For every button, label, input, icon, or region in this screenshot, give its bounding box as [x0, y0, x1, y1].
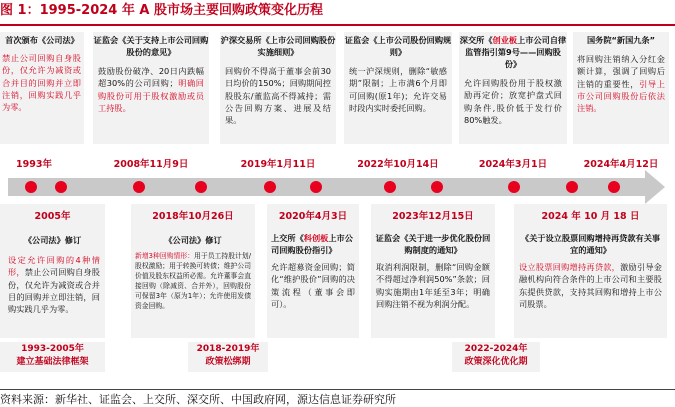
event-title: 证监会《关于支持上市公司回购股份的意见》: [93, 35, 209, 57]
event-title-text: 上市公司自律监管指引第9号——回购股份》: [465, 35, 567, 69]
timeline-marker: [25, 181, 37, 193]
timeline-marker: [264, 181, 276, 193]
phase-label-foundation: [0, 342, 105, 372]
event-body: [131, 251, 255, 311]
event-highlight: 禁止公司回购自身股份，仅允许为减资或合并目的回购并立即注销，回购实践几乎为零。: [2, 53, 81, 113]
event-body: 允许超募资金回购；简化“维护股价”回购的决策流程（董事会即可）。: [271, 262, 355, 309]
footer-divider: [0, 389, 675, 390]
event-title-text: 上市公司回购股份指引》: [271, 233, 353, 255]
event-text: 激励引导金融机构向符合条件的上市公司和主要股东提供贷款，支持其回购和增持上市公司股票。: [519, 262, 662, 309]
timeline-marker: [195, 181, 207, 193]
event-title: 沪深交易所《上市公司回购股份实施细则》: [220, 35, 336, 57]
event-card-2022: [344, 32, 452, 144]
event-card-2018: [131, 204, 255, 338]
event-date: 2024 年 10 月 18 日: [541, 211, 640, 222]
event-body: 取消利润限制，删除“回购金额不得超过净利润50%”条款；回购实施期由1年延至3年；明确回购注销不视为利润分配。: [376, 262, 490, 309]
source-note: 资料来源：新华社、证监会、上交所、深交所、中国政府网，源达信息证券研究所: [0, 393, 396, 406]
event-date: 2005年: [34, 211, 71, 222]
event-card-2019: [220, 32, 336, 144]
figure-title: 图 1：1995-2024 年 A 股市场主要回购政策变化历程: [0, 3, 323, 18]
phase-years: 2018-2019年: [196, 344, 260, 354]
event-card-1993: [0, 32, 84, 144]
event-date: 2018年10月26日: [152, 211, 234, 222]
event-body: [0, 52, 84, 113]
event-body: [514, 261, 667, 310]
event-body: 允许回购股份用于股权激励再定价；放宽护盘式回购条件,股价低于发行价80%触发。: [464, 78, 562, 125]
timeline-marker: [431, 181, 443, 193]
event-title: 首次颁布《公司法》: [5, 35, 79, 45]
event-body: 统一沪深规则，删除“敏感期”限制；上市满6个月即可回购(原1年)；允许交易时段内实时委托回购。: [349, 66, 447, 113]
event-date: 2020年4月3日: [278, 211, 348, 222]
event-text: 禁止公司回购自身股份，仅允许为减资或合并目的回购并立即注销，回购实践几乎为零。: [8, 267, 100, 315]
event-body: [573, 53, 669, 114]
event-date: 2019年1月11日: [240, 159, 316, 170]
event-text: 用于员工持股计划/股权激励；用于转换可转债；维护公司价值及股东权益所必需。允许董事会直接回购（除减资、合并外），回购股份可保留3年（原为1年）；允许使用发债资金回购。: [135, 252, 251, 310]
event-highlight: 设定允许回购的4种情形，: [8, 255, 100, 278]
event-title: [267, 232, 359, 256]
timeline-arrow: [8, 178, 648, 196]
timeline-marker: [566, 181, 578, 193]
timeline-arrowhead: [645, 170, 665, 204]
phase-years: 1993-2005年: [21, 344, 84, 354]
event-card-2024-04: [573, 32, 669, 144]
phase-years: 2022-2024年: [464, 344, 528, 354]
event-text: 鼓励股份破净、20日内跌幅超30%的公司回购；: [98, 66, 204, 89]
event-date: 1993年: [16, 159, 52, 170]
event-body: [0, 254, 105, 315]
event-date: 2008年11月9日: [113, 159, 189, 170]
event-highlight: 设立股票回购增持再贷款，: [519, 262, 621, 272]
timeline-marker: [608, 181, 620, 193]
timeline-marker: [384, 181, 396, 193]
event-date: 2022年10月14日: [357, 159, 439, 170]
event-title-highlight: 创业板: [492, 35, 518, 45]
event-card-2008: [93, 32, 209, 144]
event-highlight: 明确回购股份可用于股权激励或员工持股。: [98, 78, 204, 113]
event-body: 回购价不得高于董事会前30日均价的150%；回购期间控股股东/董监高不得减持；需公告回购方案、进展及结果。: [225, 66, 331, 126]
event-title: [459, 34, 567, 70]
event-date: 2024年4月12日: [583, 159, 659, 170]
phase-label-relaxation: [188, 342, 268, 372]
event-body: [93, 65, 209, 114]
event-title: 《公司法》修订: [164, 235, 222, 245]
event-title-highlight: 科创板: [303, 233, 329, 243]
event-title: 国务院“新国九条”: [586, 35, 656, 45]
timeline-marker: [310, 181, 322, 193]
phase-name: 政策松绑期: [205, 357, 251, 367]
event-card-2020: [267, 204, 359, 338]
event-title: 《关于设立股票回购增持再贷款有关事宜的通知》: [520, 233, 661, 255]
event-title: 证监会《上市公司股份回购规则》: [344, 35, 452, 57]
event-title-text: 深交所《: [459, 35, 493, 45]
timeline-marker: [55, 181, 67, 193]
event-date: 2023年12月15日: [392, 211, 474, 222]
timeline-marker: [508, 181, 520, 193]
event-text: 将回购注销纳入分红金额计算，强调了回购后注销的重要性，: [577, 54, 665, 89]
event-card-2005: [0, 204, 105, 338]
event-title: 《公司法》修订: [23, 235, 82, 245]
event-title: 证监会《关于进一步优化股份回购制度的通知》: [375, 233, 491, 255]
event-card-2024-03: [459, 32, 567, 144]
event-title-text: 上交所《: [271, 233, 304, 243]
title-divider: [0, 24, 675, 26]
phase-name: 政策深化优化期: [464, 357, 528, 367]
event-highlight: 新增3种回购情形：: [135, 252, 195, 260]
event-card-2023: [371, 204, 495, 338]
event-highlight: 引导上市公司回购股份后依法注销。: [577, 78, 665, 114]
event-date: 2024年3月1日: [478, 159, 548, 170]
phase-name: 建立基础法律框架: [16, 357, 89, 367]
event-card-2024-10: [514, 204, 667, 338]
phase-label-deepening: [452, 342, 540, 372]
timeline-marker: [133, 181, 145, 193]
